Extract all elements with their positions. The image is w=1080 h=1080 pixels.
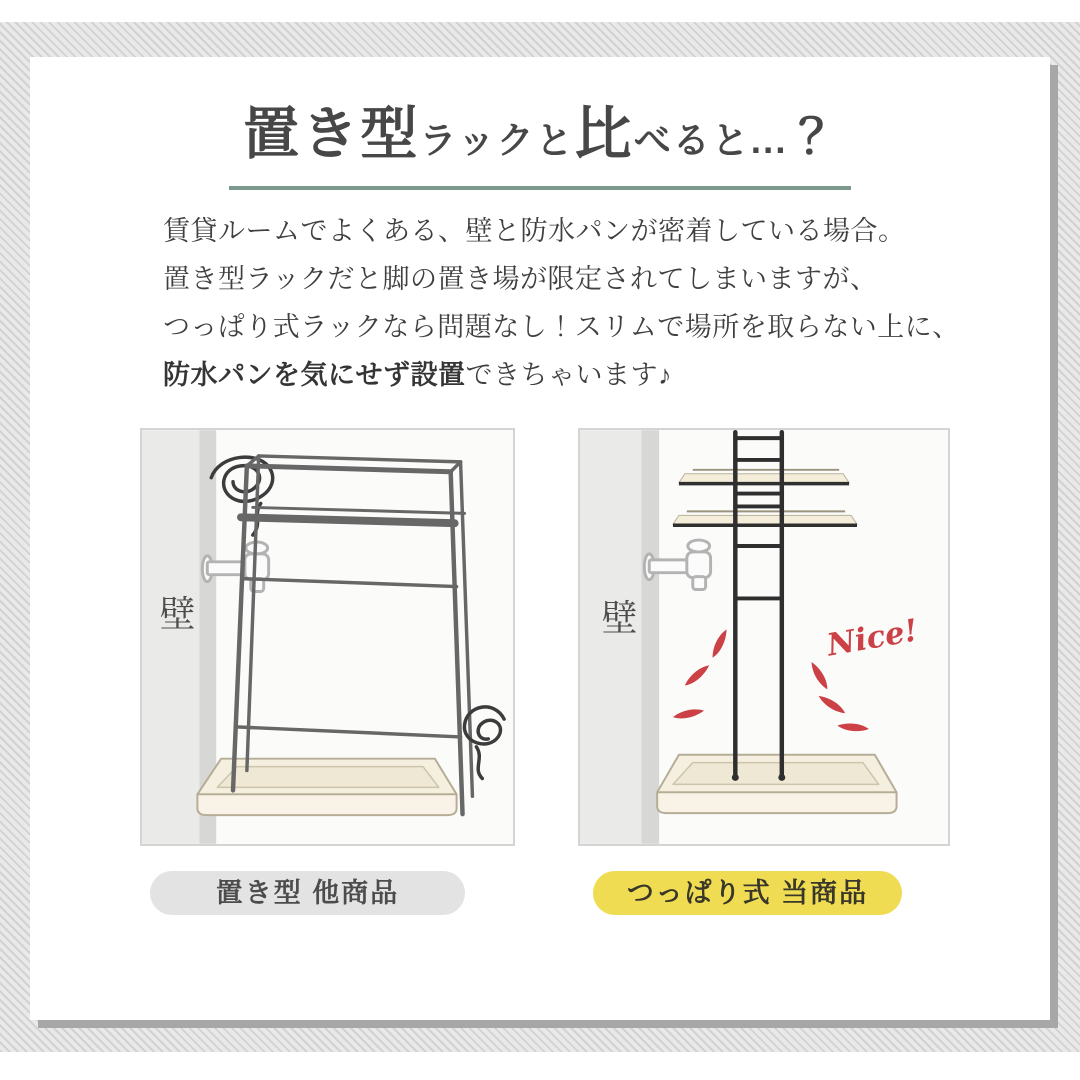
- title-segment: 置き型: [242, 102, 420, 166]
- tension-rack-caption: つっぱり式 当商品: [593, 871, 902, 915]
- frustration-scribble-icon: [211, 457, 272, 535]
- standing-rack-illustration: [142, 430, 513, 844]
- wall-label: 壁: [159, 594, 196, 635]
- wall-label: 壁: [601, 598, 638, 639]
- intro-line-4-rest: できちゃいます♪: [465, 360, 672, 390]
- standing-rack-caption: 置き型 他商品: [150, 871, 465, 915]
- intro-line-3: つっぱり式ラックなら問題なし！スリムで場所を取らない上に、: [163, 312, 960, 342]
- waterproof-pan: [657, 755, 896, 813]
- standing-rack-panel: [140, 428, 515, 846]
- title-segment: ？: [787, 111, 838, 164]
- tension-rack-illustration: [580, 430, 948, 844]
- waterproof-pan: [197, 759, 456, 815]
- title-segment: ...: [750, 120, 788, 161]
- page-title: [30, 103, 1050, 166]
- title-segment: 比: [574, 102, 634, 166]
- intro-line-2: 置き型ラックだと脚の置き場が限定されてしまいますが、: [163, 264, 878, 294]
- intro-line-4: [163, 351, 943, 399]
- content-card: [30, 57, 1050, 1020]
- rack-shelves: [673, 470, 857, 525]
- intro-line-1: 賃貸ルームでよくある、壁と防水パンが密着している場合。: [163, 216, 906, 246]
- title-underline: [229, 186, 851, 190]
- intro-line-4-emphasis: 防水パンを気にせず設置: [163, 360, 466, 390]
- title-segment: ラックと: [419, 120, 575, 161]
- intro-text: [163, 207, 960, 399]
- tension-rack-panel: [578, 428, 950, 846]
- nice-annotation: Nice!: [824, 612, 921, 664]
- title-segment: べると: [633, 120, 751, 161]
